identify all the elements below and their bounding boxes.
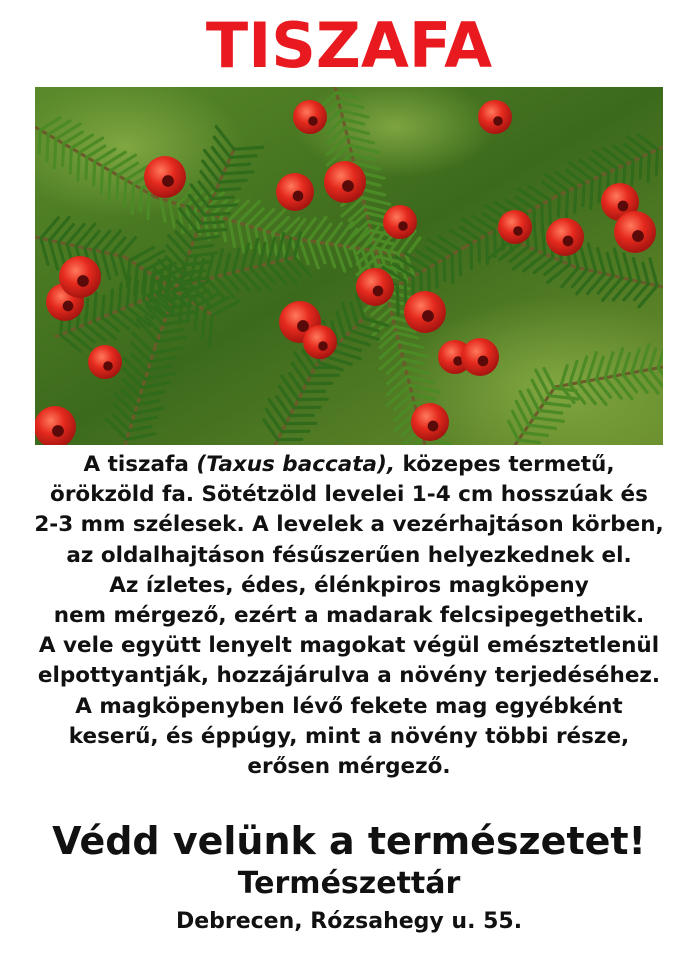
needle bbox=[219, 180, 246, 182]
description-line-8: elpottyantják, hozzájárulva a növény terjedéséhez. bbox=[37, 663, 661, 689]
needle bbox=[656, 150, 657, 175]
needle bbox=[583, 184, 584, 206]
needle bbox=[591, 180, 593, 209]
needle bbox=[140, 189, 141, 211]
needle bbox=[436, 263, 437, 287]
description-line-11: erősen mérgező. bbox=[247, 754, 451, 780]
red-aril-berry bbox=[498, 210, 532, 244]
needle bbox=[132, 184, 133, 213]
needle bbox=[117, 175, 118, 198]
needle bbox=[550, 200, 551, 225]
berry-seed-opening bbox=[77, 275, 89, 287]
red-aril-berry bbox=[383, 205, 417, 239]
needle bbox=[94, 162, 95, 186]
berry-seed-opening bbox=[308, 116, 318, 126]
needle bbox=[70, 148, 71, 173]
berry-seed-opening bbox=[618, 201, 629, 212]
berry-seed-opening bbox=[63, 301, 74, 312]
latin-name: (Taxus baccata), bbox=[196, 452, 395, 477]
needle bbox=[102, 296, 104, 317]
needle bbox=[78, 153, 79, 181]
needle bbox=[575, 187, 576, 212]
needle bbox=[632, 161, 633, 185]
needle bbox=[86, 157, 87, 178]
needle bbox=[479, 239, 480, 261]
needle bbox=[566, 191, 568, 219]
berry-seed-opening bbox=[373, 286, 384, 297]
yew-photo bbox=[35, 87, 663, 445]
description-line-3: 2-3 mm szélesek. A levelek a vezérhajtáson körben, bbox=[34, 512, 664, 538]
red-aril-berry bbox=[478, 100, 512, 134]
organization-name: Természettár bbox=[237, 866, 461, 901]
red-aril-berry bbox=[293, 100, 327, 134]
berry-seed-opening bbox=[478, 356, 489, 367]
needle bbox=[405, 281, 406, 307]
needle bbox=[109, 171, 110, 201]
needle bbox=[216, 189, 240, 191]
berry-seed-opening bbox=[162, 175, 174, 187]
berry-seed-opening bbox=[297, 320, 309, 332]
berry-seed-opening bbox=[293, 191, 304, 202]
needle bbox=[212, 197, 233, 198]
description-line-10: keserű, és éppúgy, mint a növény többi része, bbox=[68, 723, 630, 749]
needle bbox=[429, 268, 430, 295]
berry-seed-opening bbox=[103, 361, 113, 371]
needle bbox=[47, 135, 48, 161]
needle bbox=[460, 250, 461, 275]
needle bbox=[471, 244, 472, 269]
description-line-9: A magköpenyben lévő fekete mag egyébként bbox=[75, 693, 623, 719]
organization-address: Debrecen, Rózsahegy u. 55. bbox=[175, 909, 523, 934]
needle bbox=[188, 300, 190, 321]
needle bbox=[230, 156, 256, 158]
needle bbox=[39, 130, 40, 153]
needle bbox=[543, 227, 545, 254]
berry-seed-opening bbox=[52, 425, 64, 437]
berry-seed-opening bbox=[342, 180, 354, 192]
berry-seed-opening bbox=[422, 310, 434, 322]
needle bbox=[487, 235, 488, 264]
needle bbox=[234, 147, 263, 149]
needle bbox=[205, 213, 230, 215]
berry-seed-opening bbox=[493, 116, 503, 126]
description-line-5: Az ízletes, édes, élénkpiros magköpeny bbox=[109, 572, 589, 598]
needle bbox=[101, 166, 102, 193]
needle bbox=[63, 144, 64, 166]
needle bbox=[148, 194, 149, 219]
berry-seed-opening bbox=[318, 341, 328, 351]
needle bbox=[223, 172, 253, 174]
needle bbox=[599, 176, 600, 202]
needle bbox=[444, 259, 445, 280]
description-line-4: az oldalhajtáson fésűszerűen helyezkednek el. bbox=[66, 542, 632, 568]
description-text bbox=[10, 450, 688, 782]
berry-seed-opening bbox=[428, 421, 439, 432]
berry-seed-opening bbox=[513, 226, 523, 236]
description-line-2: örökzöld fa. Sötétzöld levelei 1-4 cm hosszúak és bbox=[50, 482, 648, 508]
needle bbox=[397, 286, 398, 315]
poster-title: TISZAFA bbox=[205, 9, 493, 82]
berry-seed-opening bbox=[632, 230, 644, 242]
slogan: Védd velünk a természetet! bbox=[52, 819, 646, 863]
red-aril-berry bbox=[303, 325, 337, 359]
needle bbox=[208, 205, 236, 207]
description-line-7: A vele együtt lenyelt magokat végül emésztetlenül bbox=[38, 633, 660, 659]
needle bbox=[165, 285, 167, 307]
needle bbox=[558, 195, 559, 216]
berry-seed-opening bbox=[398, 221, 408, 231]
needle bbox=[452, 254, 453, 282]
needle bbox=[125, 180, 126, 206]
needle bbox=[227, 164, 250, 166]
needle bbox=[201, 222, 223, 224]
needle bbox=[55, 139, 56, 168]
berry-seed-opening bbox=[563, 236, 574, 247]
needle bbox=[197, 230, 226, 232]
needle bbox=[110, 290, 112, 314]
description-line-1: A tiszafa (Taxus baccata), közepes termetű, bbox=[83, 452, 615, 477]
red-aril-berry bbox=[88, 345, 122, 379]
needle bbox=[640, 157, 641, 178]
description-line-6: nem mérgező, ezért a madarak felcsipegethetik. bbox=[53, 603, 645, 629]
needle bbox=[648, 153, 650, 181]
